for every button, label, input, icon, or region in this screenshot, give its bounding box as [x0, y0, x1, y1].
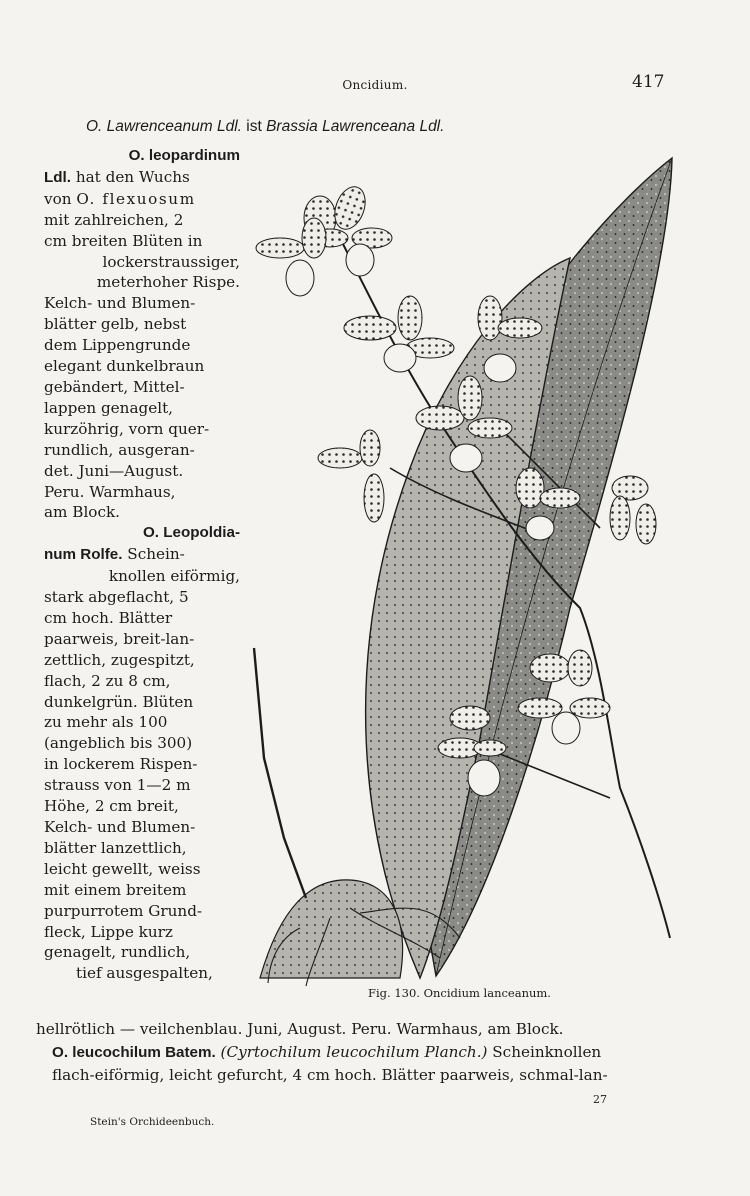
entry-title-leopardinum: O. leopardinum	[128, 147, 240, 164]
text-line: paarweis, breit-lan-	[44, 629, 195, 648]
signature-mark: 27	[593, 1093, 607, 1106]
text-fragment: Scheinknollen	[487, 1043, 602, 1061]
text-line: zu mehr als 100	[44, 713, 168, 732]
text-line: blätter gelb, nebst	[44, 315, 187, 334]
cross-ref-verb: ist	[241, 118, 267, 135]
text-line: rundlich, ausgeran-	[44, 440, 195, 459]
text-line: gebändert, Mittel-	[44, 377, 185, 396]
text-line: zettlich, zugespitzt,	[44, 650, 195, 669]
pseudobulb	[260, 880, 403, 978]
text-line: fleck, Lippe kurz	[44, 922, 173, 941]
old-stem	[254, 648, 306, 898]
text-line: cm breiten Blüten in	[44, 231, 203, 250]
text-line: mit einem breitem	[44, 880, 187, 899]
text-column	[44, 146, 240, 984]
text-line: blätter lanzettlich,	[44, 838, 187, 857]
text-line: (angeblich bis 300)	[44, 734, 193, 753]
text-line: in lockerem Rispen-	[44, 755, 198, 774]
text-line: dem Lippengrunde	[44, 336, 191, 355]
entry-title-leopoldianum: O. Leopoldia-	[142, 524, 240, 542]
text-fragment: von	[44, 189, 77, 208]
synonym: (Cyrtochilum leucochilum Planch.)	[215, 1043, 488, 1061]
text-line: lockerstraussiger,	[102, 252, 240, 271]
text-line: cm hoch. Blätter	[44, 608, 173, 627]
flower	[318, 430, 384, 522]
text-line: flach, 2 zu 8 cm,	[44, 671, 171, 690]
running-head: Oncidium.	[342, 78, 408, 92]
author-abbrev: Ldl.	[44, 168, 71, 186]
text-line: lappen genagelt,	[44, 398, 173, 417]
flower	[610, 476, 656, 544]
text-line-fullwidth: hellrötlich — veilchenblau. Juni, August. Peru. Warmhaus, am Block.	[36, 1020, 564, 1038]
flower	[256, 218, 326, 296]
entry-title-leucochilum: O. leucochilum Batem.	[52, 1044, 216, 1061]
cross-reference-line	[86, 118, 444, 136]
text-line: Kelch- und Blumen-	[44, 818, 196, 836]
text-line	[44, 167, 240, 189]
text-fragment: Schein-	[122, 545, 185, 564]
text-line: det. Juni—August.	[44, 461, 184, 480]
text-line: Kelch- und Blumen-	[44, 294, 196, 313]
text-line: purpurrotem Grund-	[44, 901, 203, 920]
flower	[344, 296, 454, 372]
text-line: Höhe, 2 cm breit,	[44, 797, 179, 816]
book-title-footer: Stein's Orchideenbuch.	[90, 1116, 215, 1128]
text-line	[44, 544, 240, 566]
text-line: genagelt, rundlich,	[44, 943, 191, 962]
entry-title-leopoldianum-cont: num Rolfe.	[44, 546, 123, 564]
page-number: 417	[632, 72, 665, 92]
text-line: leicht gewellt, weiss	[44, 859, 201, 878]
text-line-fullwidth: flach-eiförmig, leicht gefurcht, 4 cm hoch. Blätter paarweis, schmal-lan-	[52, 1066, 608, 1084]
entry-leucochilum	[52, 1043, 750, 1061]
text-line: meterhoher Rispe.	[96, 273, 240, 292]
text-line: dunkelgrün. Blüten	[44, 692, 194, 711]
figure-caption: Fig. 130. Oncidium lanceanum.	[368, 986, 551, 1000]
text-line: knollen eiförmig,	[108, 567, 240, 586]
cross-ref-target: Brassia Lawrenceana Ldl.	[266, 118, 445, 135]
text-line: kurzöhrig, vorn quer-	[44, 419, 210, 438]
text-line: mit zahlreichen, 2	[44, 210, 184, 229]
text-line: am Block.	[44, 503, 120, 522]
orchid-illustration	[240, 138, 720, 988]
text-line	[44, 189, 240, 210]
text-line: elegant dunkelbraun	[44, 357, 205, 376]
oncidium-lanceanum-drawing	[240, 138, 720, 988]
text-line: tief ausgespalten,	[76, 964, 213, 983]
cross-ref-species: O. Lawrenceanum Ldl.	[86, 118, 242, 135]
text-line: strauss von 1—2 m	[44, 776, 191, 795]
text-line: Peru. Warmhaus,	[44, 482, 176, 501]
text-line: stark abgeflacht, 5	[44, 588, 189, 607]
text-fragment: hat den Wuchs	[71, 167, 190, 186]
species-reference: O. flexuosum	[76, 189, 196, 208]
